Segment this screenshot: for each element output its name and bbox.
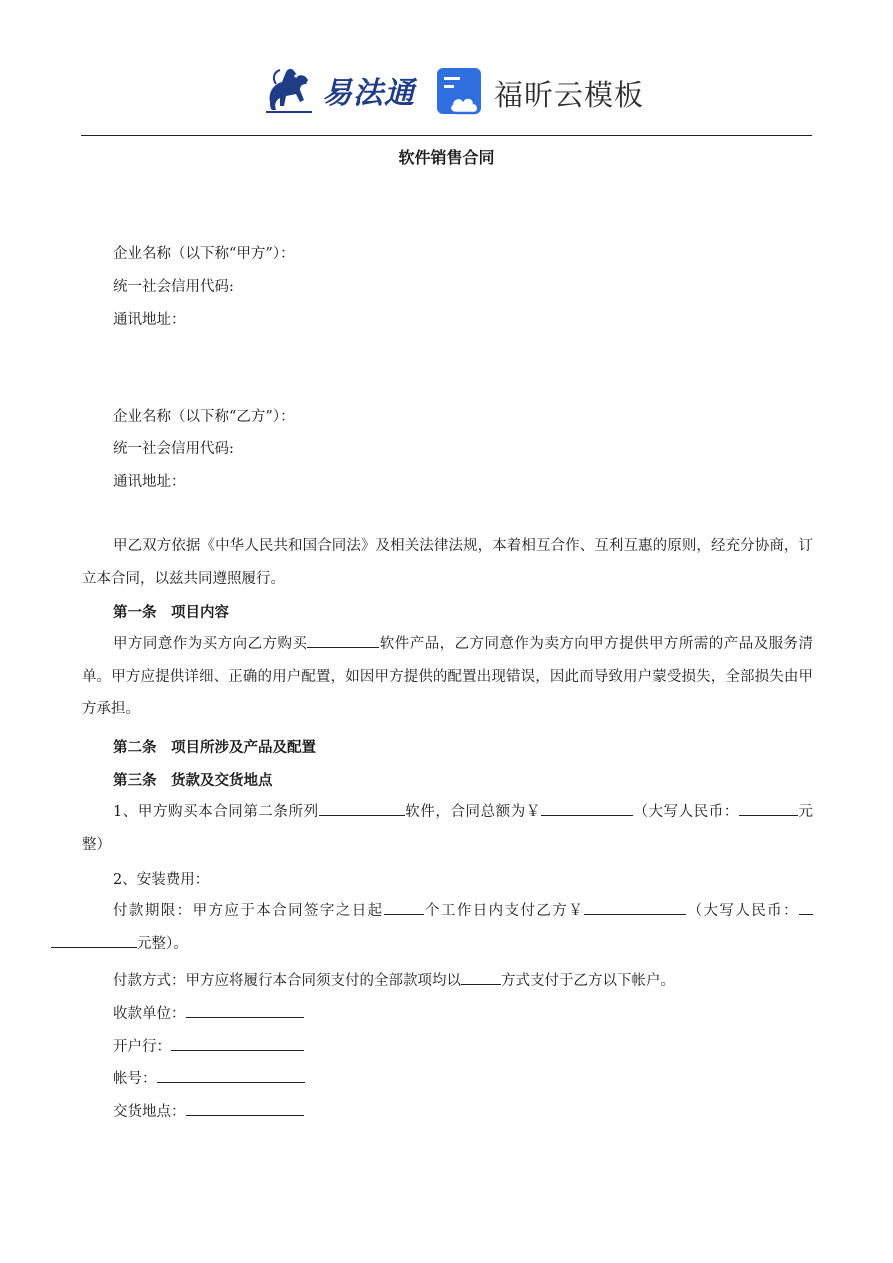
delivery-line (113, 1101, 304, 1122)
method-text-a: 付款方式：甲方应将履行本合同须支付的全部款项均以 (113, 973, 461, 989)
bank-line (113, 1036, 304, 1057)
header-divider (81, 135, 812, 136)
article-1-body (82, 628, 813, 726)
payment-method-line (113, 970, 675, 991)
delivery-blank[interactable] (186, 1101, 304, 1116)
party-b-name-label: 企业名称（以下称“乙方”）： (113, 409, 295, 425)
account-line (113, 1068, 305, 1089)
party-b-address-label: 通讯地址： (113, 474, 186, 490)
article-1-body-end: 软件产品，乙方同意作为卖方向甲方提供甲方所需的产品及服务清单。甲方应提供详细、正确的用户配置，如因甲方提供的配置出现错误，因此而导致用户蒙受损失，全部损失由甲方承担。 (82, 636, 814, 718)
payment-method-blank[interactable] (461, 970, 501, 985)
article-1-body-start: 甲方同意作为买方向乙方购买 (113, 636, 308, 652)
article-3-item-1 (82, 796, 813, 861)
document-header (0, 58, 893, 128)
article-3-heading: 第三条 货款及交货地点 (113, 772, 273, 789)
method-text-b: 方式支付于乙方以下帐户。 (501, 973, 675, 989)
horse-emblem-icon (262, 62, 320, 118)
party-a-address-label: 通讯地址： (113, 312, 186, 328)
foxit-template-logo (436, 66, 644, 120)
payee-label: 收款单位： (113, 1006, 186, 1022)
account-blank[interactable] (157, 1068, 305, 1083)
bank-blank[interactable] (171, 1036, 304, 1051)
period-text-d: 元整）。 (137, 935, 188, 952)
article-1-heading: 第一条 项目内容 (113, 604, 229, 621)
item-1-text-c: （大写人民币： (632, 804, 739, 820)
yifatong-logo (262, 62, 415, 118)
item-1-text-b: 软件，合同总额为￥ (404, 804, 541, 820)
product-name-blank[interactable] (307, 633, 379, 648)
delivery-label: 交货地点： (113, 1104, 186, 1120)
foxit-template-logo-text: 福昕云模板 (494, 77, 645, 112)
amount-in-words-blank-1[interactable] (799, 900, 813, 915)
payment-period-paragraph (82, 895, 813, 960)
total-in-words-blank-2[interactable] (752, 801, 798, 816)
party-a-name-label: 企业名称（以下称“甲方”）： (113, 246, 295, 262)
period-text-b: 个工作日内支付乙方￥ (423, 903, 585, 919)
page-title: 软件销售合同 (398, 148, 495, 167)
period-text-a: 付款期限：甲方应于本合同签字之日起 (113, 903, 384, 919)
amount-in-words-blank-2[interactable] (51, 933, 137, 948)
yifatong-logo-text: 易法通 (322, 76, 415, 111)
article-2-heading: 第二条 项目所涉及产品及配置 (113, 739, 316, 756)
bank-label: 开户行： (113, 1039, 171, 1055)
payee-line (113, 1003, 304, 1024)
party-b-code-label: 统一社会信用代码: (113, 441, 234, 457)
software-name-blank[interactable] (319, 801, 405, 816)
article-3-item-2: 2、安装费用： (113, 872, 210, 888)
preamble-paragraph: 甲乙双方依据《中华人民共和国合同法》及相关法律法规，本着相互合作、互利互惠的原则，经充分协商，订立本合同，以兹共同遵照履行。 (82, 538, 813, 587)
contract-total-blank[interactable] (541, 801, 633, 816)
payee-blank[interactable] (186, 1003, 304, 1018)
item-1-text-d: 元整） (82, 804, 814, 853)
working-days-blank[interactable] (384, 900, 424, 915)
cloud-document-icon (436, 67, 486, 119)
account-label: 帐号： (113, 1071, 157, 1087)
payment-amount-blank[interactable] (584, 900, 686, 915)
period-text-c: （大写人民币： (686, 903, 800, 919)
party-a-code-label: 统一社会信用代码: (113, 279, 234, 295)
item-1-text-a: 1、甲方购买本合同第二条所列 (113, 804, 319, 820)
